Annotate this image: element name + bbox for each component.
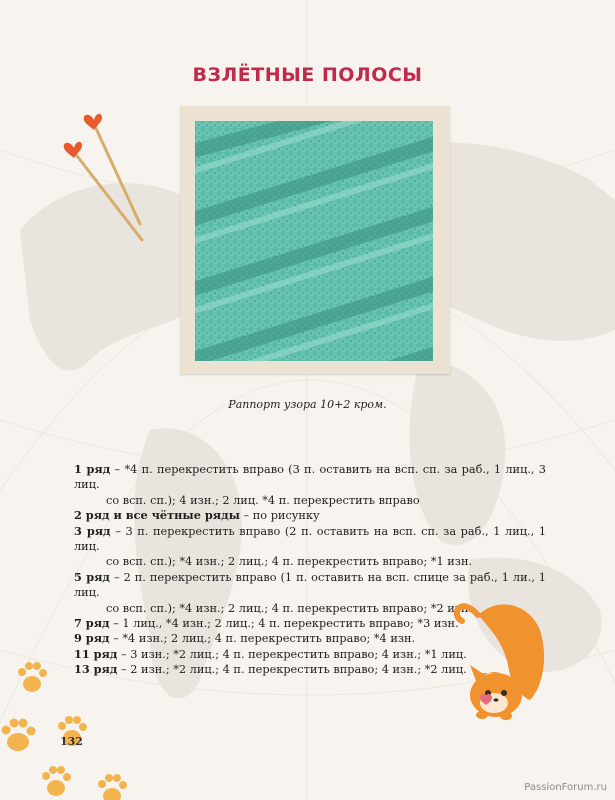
paw-print-icon [42,766,71,796]
row-number: 7 ряд [74,616,110,631]
row-number: 9 ряд [74,631,110,646]
page-number: 132 [60,735,83,748]
row-number: 2 ряд и все чётные ряды [74,508,240,523]
paw-prints-decoration [0,650,140,800]
row-number: 5 ряд [74,569,110,584]
row-2: 2 ряд и все чётные ряды – по рисунку [74,508,320,523]
row-13: 13 ряд – 2 изн.; *2 лиц.; 4 п. перекрестить вправо; 4 изн.; *2 лиц. [74,662,467,677]
paw-print-icon [18,662,47,692]
heart-icon [480,694,492,706]
row-number: 3 ряд [74,523,111,538]
row-1: 1 ряд – *4 п. перекрестить вправо (3 п. оставить на всп. сп. за раб., 1 лиц., 3 лиц. [74,462,546,492]
cat-illustration [440,585,560,735]
row-1-continued: со всп. сп.); 4 изн.; 2 лиц. *4 п. перекрестить вправо [106,493,420,507]
row-5: 5 ряд – 2 п. перекрестить вправо (1 п. оставить на всп. спице за раб., 1 ли., 1 лиц. [74,569,546,600]
knit-swatch-photo [195,121,433,361]
row-9: 9 ряд – *4 изн.; 2 лиц.; 4 п. перекрестить вправо; *4 изн. [74,631,416,646]
row-number: 11 ряд [74,646,118,661]
row-number: 13 ряд [74,662,118,677]
row-3-continued: со всп. сп.); *4 изн.; 2 лиц.; 4 п. перекрестить вправо; *1 изн. [106,555,473,569]
row-7: 7 ряд – 1 лиц., *4 изн.; 2 лиц.; 4 п. перекрестить вправо; *3 изн. [74,616,459,631]
knitting-needles-icon [62,104,152,254]
paw-print-icon [2,719,36,752]
paw-print-icon [98,774,127,800]
row-number: 1 ряд [74,462,111,476]
site-watermark: PassionForum.ru [524,782,607,793]
row-5-continued: со всп. сп.); *4 изн.; 2 лиц.; 4 п. перекрестить вправо; *2 изн. [106,601,473,615]
row-3: 3 ряд – 3 п. перекрестить вправо (2 п. оставить на всп. сп. за раб., 1 лиц., 1 лиц. [74,523,546,554]
row-11: 11 ряд – 3 изн.; *2 лиц.; 4 п. перекрестить вправо; 4 изн.; *1 лиц. [74,646,467,661]
pattern-caption: Раппорт узора 10+2 кром. [228,398,387,411]
page-title: ВЗЛЁТНЫЕ ПОЛОСЫ [192,64,423,86]
